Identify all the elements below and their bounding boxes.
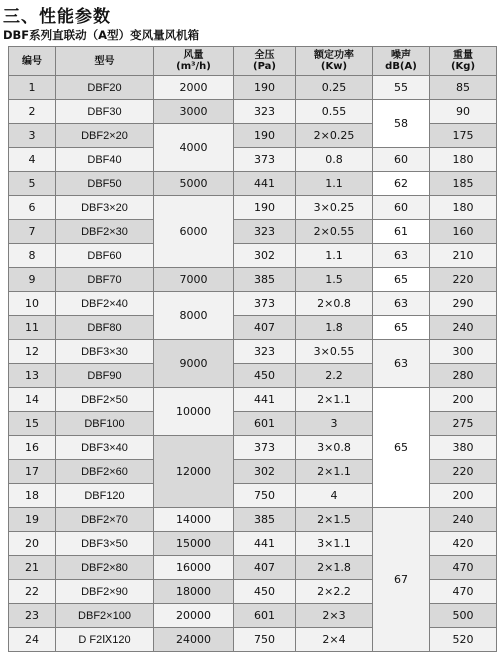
cell-airflow: 18000	[154, 580, 234, 604]
cell-weight: 220	[430, 268, 497, 292]
cell-airflow: 7000	[154, 268, 234, 292]
column-header-unit: (Kg)	[450, 61, 476, 72]
cell-model: DBF120	[56, 484, 154, 508]
cell-pressure: 373	[234, 436, 296, 460]
cell-airflow: 24000	[154, 628, 234, 652]
cell-weight: 470	[430, 580, 497, 604]
cell-noise: 63	[373, 340, 430, 388]
performance-table	[8, 46, 497, 652]
table-row	[9, 268, 497, 292]
cell-weight: 420	[430, 532, 497, 556]
cell-airflow: 16000	[154, 556, 234, 580]
cell-noise: 62	[373, 172, 430, 196]
cell-pressure: 323	[234, 100, 296, 124]
cell-airflow: 14000	[154, 508, 234, 532]
cell-number: 6	[9, 196, 56, 220]
cell-number: 23	[9, 604, 56, 628]
cell-number: 8	[9, 244, 56, 268]
cell-model: DBF2×90	[56, 580, 154, 604]
cell-pressure: 190	[234, 76, 296, 100]
cell-airflow: 2000	[154, 76, 234, 100]
cell-weight: 180	[430, 196, 497, 220]
cell-number: 9	[9, 268, 56, 292]
cell-number: 17	[9, 460, 56, 484]
cell-power: 1.1	[296, 244, 373, 268]
cell-pressure: 385	[234, 268, 296, 292]
cell-airflow: 4000	[154, 124, 234, 172]
cell-weight: 275	[430, 412, 497, 436]
table-row	[9, 220, 497, 244]
cell-power: 0.8	[296, 148, 373, 172]
cell-airflow: 10000	[154, 388, 234, 436]
column-header-airflow	[154, 47, 234, 76]
cell-noise: 65	[373, 268, 430, 292]
column-header-label: 风量	[183, 50, 204, 61]
cell-power: 2×1.8	[296, 556, 373, 580]
cell-model: DBF40	[56, 148, 154, 172]
cell-pressure: 407	[234, 556, 296, 580]
cell-weight: 220	[430, 460, 497, 484]
cell-power: 1.8	[296, 316, 373, 340]
cell-weight: 280	[430, 364, 497, 388]
cell-power: 2.2	[296, 364, 373, 388]
cell-power: 2×0.8	[296, 292, 373, 316]
column-header-noise	[373, 47, 430, 76]
cell-airflow: 5000	[154, 172, 234, 196]
column-header-pressure	[234, 47, 296, 76]
cell-pressure: 190	[234, 196, 296, 220]
column-header-label: 型号	[94, 55, 115, 67]
cell-weight: 180	[430, 148, 497, 172]
cell-power: 2×1.1	[296, 460, 373, 484]
table-row	[9, 148, 497, 172]
cell-power: 3×0.8	[296, 436, 373, 460]
cell-pressure: 750	[234, 484, 296, 508]
table-row	[9, 76, 497, 100]
cell-model: DBF2×40	[56, 292, 154, 316]
cell-noise: 61	[373, 220, 430, 244]
cell-pressure: 441	[234, 532, 296, 556]
column-header-number	[9, 47, 56, 76]
cell-airflow: 8000	[154, 292, 234, 340]
cell-model: DBF60	[56, 244, 154, 268]
cell-model: DBF2×20	[56, 124, 154, 148]
table-body	[9, 47, 497, 652]
cell-weight: 470	[430, 556, 497, 580]
table-row	[9, 172, 497, 196]
cell-pressure: 302	[234, 460, 296, 484]
column-header-power	[296, 47, 373, 76]
cell-number: 11	[9, 316, 56, 340]
cell-noise: 60	[373, 196, 430, 220]
cell-airflow: 6000	[154, 196, 234, 268]
cell-number: 15	[9, 412, 56, 436]
cell-power: 2×4	[296, 628, 373, 652]
cell-weight: 185	[430, 172, 497, 196]
cell-weight: 200	[430, 388, 497, 412]
cell-weight: 240	[430, 508, 497, 532]
cell-power: 0.25	[296, 76, 373, 100]
cell-noise: 55	[373, 76, 430, 100]
cell-model: DBF70	[56, 268, 154, 292]
cell-weight: 380	[430, 436, 497, 460]
cell-power: 2×1.1	[296, 388, 373, 412]
cell-model: DBF100	[56, 412, 154, 436]
cell-weight: 500	[430, 604, 497, 628]
cell-model: DBF3×30	[56, 340, 154, 364]
cell-noise: 65	[373, 316, 430, 340]
cell-model: DBF50	[56, 172, 154, 196]
table-caption: DBF系列直联动（A型）变风量风机箱	[3, 28, 200, 42]
cell-power: 1.5	[296, 268, 373, 292]
column-header-label: 噪声	[391, 50, 411, 61]
column-header-unit: (m³/h)	[176, 61, 211, 72]
cell-number: 22	[9, 580, 56, 604]
cell-power: 3×0.55	[296, 340, 373, 364]
cell-model: DBF3×40	[56, 436, 154, 460]
column-header-weight	[430, 47, 497, 76]
cell-number: 19	[9, 508, 56, 532]
cell-power: 2×3	[296, 604, 373, 628]
column-header-label: 编号	[22, 55, 42, 67]
table-row	[9, 100, 497, 124]
cell-airflow: 9000	[154, 340, 234, 388]
cell-model: DBF2×80	[56, 556, 154, 580]
cell-model: DBF3×20	[56, 196, 154, 220]
cell-weight: 85	[430, 76, 497, 100]
cell-number: 16	[9, 436, 56, 460]
cell-power: 3×1.1	[296, 532, 373, 556]
column-header-unit: (Kw)	[320, 61, 348, 72]
table-row	[9, 316, 497, 340]
cell-model: D F2Ⅸ120	[56, 628, 154, 652]
cell-power: 3×0.25	[296, 196, 373, 220]
cell-weight: 520	[430, 628, 497, 652]
cell-number: 18	[9, 484, 56, 508]
cell-pressure: 750	[234, 628, 296, 652]
column-header-label: 额定功率	[314, 50, 354, 61]
cell-airflow: 20000	[154, 604, 234, 628]
column-header-unit: dB(A)	[385, 61, 417, 72]
cell-pressure: 601	[234, 604, 296, 628]
cell-noise: 67	[373, 508, 430, 652]
cell-weight: 210	[430, 244, 497, 268]
cell-power: 2×0.25	[296, 124, 373, 148]
cell-pressure: 601	[234, 412, 296, 436]
cell-model: DBF30	[56, 100, 154, 124]
cell-noise: 65	[373, 388, 430, 508]
table-row	[9, 388, 497, 412]
cell-pressure: 385	[234, 508, 296, 532]
cell-pressure: 450	[234, 580, 296, 604]
table-header-row	[9, 47, 497, 76]
cell-model: DBF80	[56, 316, 154, 340]
cell-number: 20	[9, 532, 56, 556]
cell-number: 4	[9, 148, 56, 172]
column-header-label: 全压	[254, 50, 275, 61]
cell-number: 5	[9, 172, 56, 196]
cell-power: 2×0.55	[296, 220, 373, 244]
cell-airflow: 12000	[154, 436, 234, 508]
column-header-unit: (Pa)	[253, 61, 276, 72]
page-title: 三、性能参数	[3, 7, 111, 27]
cell-number: 12	[9, 340, 56, 364]
cell-weight: 240	[430, 316, 497, 340]
cell-power: 3	[296, 412, 373, 436]
cell-model: DBF2×60	[56, 460, 154, 484]
cell-number: 3	[9, 124, 56, 148]
cell-noise: 63	[373, 292, 430, 316]
table-row	[9, 244, 497, 268]
cell-noise: 63	[373, 244, 430, 268]
cell-number: 7	[9, 220, 56, 244]
cell-pressure: 373	[234, 292, 296, 316]
cell-pressure: 450	[234, 364, 296, 388]
cell-number: 21	[9, 556, 56, 580]
cell-model: DBF2×30	[56, 220, 154, 244]
cell-number: 1	[9, 76, 56, 100]
cell-weight: 160	[430, 220, 497, 244]
cell-pressure: 441	[234, 388, 296, 412]
cell-power: 2×1.5	[296, 508, 373, 532]
cell-noise: 58	[373, 100, 430, 148]
cell-airflow: 15000	[154, 532, 234, 556]
cell-pressure: 373	[234, 148, 296, 172]
column-header-model	[56, 47, 154, 76]
cell-pressure: 407	[234, 316, 296, 340]
cell-pressure: 441	[234, 172, 296, 196]
cell-number: 24	[9, 628, 56, 652]
cell-airflow: 3000	[154, 100, 234, 124]
cell-model: DBF90	[56, 364, 154, 388]
cell-number: 2	[9, 100, 56, 124]
cell-pressure: 302	[234, 244, 296, 268]
cell-pressure: 323	[234, 220, 296, 244]
cell-number: 14	[9, 388, 56, 412]
cell-number: 10	[9, 292, 56, 316]
cell-model: DBF2×70	[56, 508, 154, 532]
column-header-label: 重量	[453, 50, 473, 61]
table-row	[9, 508, 497, 532]
cell-weight: 290	[430, 292, 497, 316]
cell-power: 2×2.2	[296, 580, 373, 604]
cell-power: 4	[296, 484, 373, 508]
cell-noise: 60	[373, 148, 430, 172]
cell-weight: 200	[430, 484, 497, 508]
cell-weight: 175	[430, 124, 497, 148]
cell-model: DBF3×50	[56, 532, 154, 556]
cell-model: DBF20	[56, 76, 154, 100]
cell-number: 13	[9, 364, 56, 388]
cell-weight: 90	[430, 100, 497, 124]
cell-model: DBF2×100	[56, 604, 154, 628]
cell-power: 0.55	[296, 100, 373, 124]
cell-power: 1.1	[296, 172, 373, 196]
cell-weight: 300	[430, 340, 497, 364]
cell-pressure: 190	[234, 124, 296, 148]
table-row	[9, 196, 497, 220]
cell-pressure: 323	[234, 340, 296, 364]
table-row	[9, 340, 497, 364]
cell-model: DBF2×50	[56, 388, 154, 412]
table-row	[9, 292, 497, 316]
